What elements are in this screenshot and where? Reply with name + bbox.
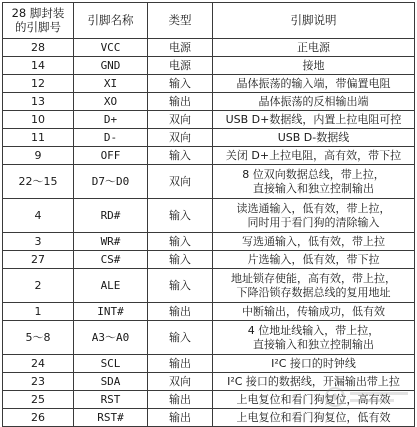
pin-number-cell: 10 — [3, 111, 74, 129]
pin-name-cell: RD# — [74, 199, 148, 233]
pin-description-cell — [213, 147, 415, 165]
pin-type-cell: 输出 — [148, 303, 213, 321]
pin-description-cell — [213, 269, 415, 303]
pin-number-cell: 13 — [3, 93, 74, 111]
pin-name-cell: OFF — [74, 147, 148, 165]
table-row — [3, 39, 415, 57]
pin-name-cell: CS# — [74, 251, 148, 269]
pin-description-cell — [213, 199, 415, 233]
table-row — [3, 251, 415, 269]
pin-type-cell: 双向 — [148, 111, 213, 129]
pin-description-line: 晶体振荡的输入端，带偏置电阻 — [236, 76, 391, 90]
pin-name-cell: D7～D0 — [74, 165, 148, 199]
pin-type-cell: 输入 — [148, 321, 213, 355]
pin-description-cell — [213, 111, 415, 129]
pin-number-cell: 28 — [3, 39, 74, 57]
pin-type-cell: 电源 — [148, 57, 213, 75]
pin-description-line: 上电复位和看门狗复位，高有效 — [236, 392, 391, 406]
pin-type-cell: 输出 — [148, 355, 213, 373]
pin-description-line: 地址锁存使能，高有效，带上拉， — [231, 272, 396, 286]
pin-number-cell: 3 — [3, 233, 74, 251]
pin-name-cell: RST# — [74, 409, 148, 427]
table-row — [3, 391, 415, 409]
pin-description-line: 同时用于看门狗的清除输入 — [247, 215, 380, 229]
pin-description-line: USB D+数据线，内置上拉电阻可控 — [225, 112, 402, 126]
pin-description-cell — [213, 75, 415, 93]
pin-description-line: 直接输入和独立控制输出 — [253, 181, 374, 195]
pin-type-cell: 电源 — [148, 39, 213, 57]
pin-description-cell — [213, 303, 415, 321]
pin-number-cell: 14 — [3, 57, 74, 75]
pin-number-cell: 4 — [3, 199, 74, 233]
table-row — [3, 111, 415, 129]
pin-rows — [3, 39, 415, 427]
pin-name-cell: SDA — [74, 373, 148, 391]
pin-type-cell: 输入 — [148, 75, 213, 93]
pin-description-cell — [213, 391, 415, 409]
pin-type-cell: 双向 — [148, 373, 213, 391]
pin-name-cell: XI — [74, 75, 148, 93]
pin-description-line: 接地 — [302, 58, 325, 72]
table-row — [3, 303, 415, 321]
table-row — [3, 233, 415, 251]
pin-type-cell: 输入 — [148, 269, 213, 303]
pin-name-cell: A3～A0 — [74, 321, 148, 355]
pin-type-cell: 输入 — [148, 147, 213, 165]
pin-description-cell — [213, 251, 415, 269]
pin-description-line: 上电复位和看门狗复位，低有效 — [236, 410, 391, 424]
pin-description-line: I²C 接口的时钟线 — [271, 356, 356, 370]
table-row — [3, 373, 415, 391]
table-row — [3, 75, 415, 93]
pin-description-table — [2, 2, 415, 427]
table-row — [3, 165, 415, 199]
pin-number-cell: 23 — [3, 373, 74, 391]
pin-number-cell: 24 — [3, 355, 74, 373]
pin-name-cell: RST — [74, 391, 148, 409]
pin-description-cell — [213, 57, 415, 75]
pin-description-line: 片选输入，低有效，带下拉 — [247, 252, 380, 266]
header-package-pin-line: 的引脚号 — [15, 19, 61, 34]
pin-description-cell — [213, 93, 415, 111]
pin-description-line: 晶体振荡的反相输出端 — [258, 94, 369, 108]
pin-number-cell: 26 — [3, 409, 74, 427]
pin-number-cell: 1 — [3, 303, 74, 321]
pin-name-cell: XO — [74, 93, 148, 111]
pin-description-cell — [213, 373, 415, 391]
pin-description-line: 正电源 — [297, 40, 330, 54]
pin-number-cell: 25 — [3, 391, 74, 409]
table-row — [3, 269, 415, 303]
pin-number-cell: 11 — [3, 129, 74, 147]
pin-type-cell: 输入 — [148, 199, 213, 233]
table-row — [3, 199, 415, 233]
header-type: 类型 — [148, 3, 213, 39]
pin-description-line: 写选通输入，低有效，带上拉 — [242, 234, 385, 248]
pin-description-cell — [213, 355, 415, 373]
table-row — [3, 129, 415, 147]
pin-description-line: 直接输入和独立控制输出 — [253, 337, 374, 351]
table-row — [3, 93, 415, 111]
pin-type-cell: 双向 — [148, 165, 213, 199]
table-row — [3, 147, 415, 165]
header-pin-name: 引脚名称 — [74, 3, 148, 39]
table-row — [3, 321, 415, 355]
pin-name-cell: INT# — [74, 303, 148, 321]
pin-description-cell — [213, 233, 415, 251]
pin-number-cell: 5～8 — [3, 321, 74, 355]
pin-name-cell: SCL — [74, 355, 148, 373]
pin-description-line: 读选通输入，低有效，带上拉， — [236, 202, 391, 216]
pin-number-cell: 9 — [3, 147, 74, 165]
pin-description-cell — [213, 409, 415, 427]
pin-number-cell: 12 — [3, 75, 74, 93]
pin-description-cell — [213, 39, 415, 57]
header-description: 引脚说明 — [213, 3, 415, 39]
pin-number-cell: 22～15 — [3, 165, 74, 199]
pin-description-cell — [213, 165, 415, 199]
pin-description-line: 4 位地址线输入，带上拉， — [247, 324, 380, 338]
pin-description-cell — [213, 129, 415, 147]
pin-type-cell: 输出 — [148, 409, 213, 427]
pin-type-cell: 双向 — [148, 129, 213, 147]
table-row — [3, 355, 415, 373]
pin-name-cell: VCC — [74, 39, 148, 57]
pin-description-line: 下降沿锁存数据总线的复用地址 — [236, 285, 391, 299]
pin-description-cell — [213, 321, 415, 355]
pin-name-cell: GND — [74, 57, 148, 75]
pin-type-cell: 输入 — [148, 251, 213, 269]
pin-number-cell: 2 — [3, 269, 74, 303]
table-row — [3, 409, 415, 427]
pin-description-line: USB D-数据线 — [277, 130, 350, 144]
table-row — [3, 57, 415, 75]
pin-type-cell: 输出 — [148, 93, 213, 111]
header-package-pin-line: 28 脚封装 — [11, 5, 65, 20]
pin-type-cell: 输出 — [148, 391, 213, 409]
pin-name-cell: D- — [74, 129, 148, 147]
pin-description-line: I²C 接口的数据线，开漏输出带上拉 — [227, 374, 400, 388]
header-package-pin — [3, 3, 74, 39]
pin-name-cell: ALE — [74, 269, 148, 303]
pin-description-line: 中断输出，传输成功，低有效 — [242, 304, 385, 318]
pin-type-cell: 输入 — [148, 233, 213, 251]
pin-number-cell: 27 — [3, 251, 74, 269]
pin-name-cell: WR# — [74, 233, 148, 251]
pin-name-cell: D+ — [74, 111, 148, 129]
pin-description-line: 关闭 D+上拉电阻，高有效，带下拉 — [225, 148, 402, 162]
pin-description-line: 8 位双向数据总线，带上拉， — [242, 168, 385, 182]
header-row — [3, 3, 415, 39]
